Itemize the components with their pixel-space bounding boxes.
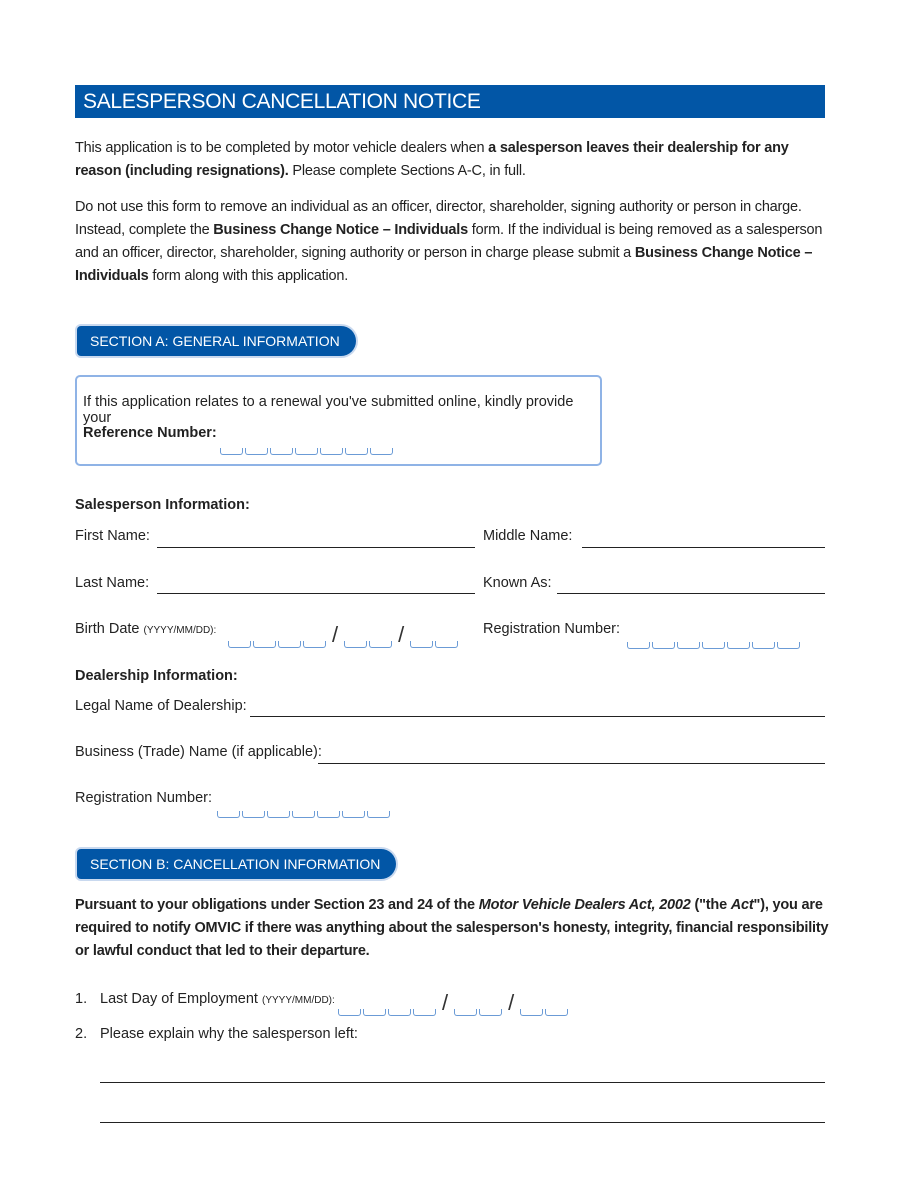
dealership-heading: Dealership Information: [75,668,238,684]
slash: / [332,622,339,647]
legal-name-label: Legal Name of Dealership: [75,698,247,714]
q1-label [100,991,335,1007]
first-name-field[interactable] [157,547,475,548]
q2-number: 2. [75,1026,88,1042]
middle-name-field[interactable] [582,547,825,548]
slash: / [508,990,515,1015]
text: Pursuant to your obligations under Section 23 and 24 of the [75,897,479,913]
section-b-paragraph [75,894,835,963]
date-format: (YYYY/MM/DD): [262,995,335,1006]
text: Birth Date [75,621,140,637]
last-day-input[interactable] [338,990,568,1016]
reference-label: Reference Number: [83,425,217,441]
dealer-registration-label: Registration Number: [75,790,212,806]
slash: / [398,622,405,647]
date-format: (YYYY/MM/DD): [143,625,217,636]
text: form along with this application. [148,268,349,284]
legal-name-field[interactable] [250,716,825,717]
italic-text: Motor Vehicle Dealers Act, 2002 [478,897,691,913]
q1-number: 1. [75,991,88,1007]
italic-text: Act [730,897,754,913]
intro-paragraph-1 [75,137,835,183]
section-a-header: SECTION A: GENERAL INFORMATION [77,326,356,356]
explanation-line-1[interactable] [100,1082,825,1083]
text: Last Day of Employment [100,991,258,1007]
birth-date-input[interactable] [228,622,458,648]
bold-text: a salesperson leaves their dealership for any reason (including resignations). [75,140,789,179]
bold-text: Business Change Notice – Individuals [75,245,813,284]
reference-number-input[interactable] [220,437,393,455]
known-as-field[interactable] [557,593,825,594]
registration-number-input[interactable] [627,631,800,649]
text: form. If the individual is being removed as a salesperson and an officer, director, shareholder, signing authority or person in charge please submit a [75,222,823,261]
birth-date-label [75,621,216,637]
registration-number-label: Registration Number: [483,621,620,637]
business-name-field[interactable] [318,763,825,764]
text: "), you are required to notify OMVIC if there was anything about the salesperson's honesty, integrity, financial responsibility or lawful conduct that led to their departure. [75,897,829,959]
known-as-label: Known As: [483,575,552,591]
business-name-label: Business (Trade) Name (if applicable): [75,744,322,760]
section-b-header: SECTION B: CANCELLATION INFORMATION [77,849,396,879]
explanation-line-2[interactable] [100,1122,825,1123]
text: ("the [690,897,731,913]
salesperson-heading: Salesperson Information: [75,497,250,513]
renewal-text: If this application relates to a renewal you've submitted online, kindly provide your [83,394,574,426]
dealer-registration-input[interactable] [217,800,390,818]
form-title: SALESPERSON CANCELLATION NOTICE [75,85,825,118]
intro-paragraph-2 [75,196,835,288]
q2-label: Please explain why the salesperson left: [100,1026,358,1042]
slash: / [442,990,449,1015]
first-name-label: First Name: [75,528,150,544]
reference-box [75,375,602,466]
text: Do not use this form to remove an individual as an officer, director, shareholder, signing authority or person in charge. Instead, complete the [75,199,802,238]
text: Please complete Sections A-C, in full. [288,163,526,179]
middle-name-label: Middle Name: [483,528,573,544]
text: This application is to be completed by motor vehicle dealers when [75,140,489,156]
last-name-label: Last Name: [75,575,150,591]
bold-text: Business Change Notice – Individuals [213,222,468,238]
last-name-field[interactable] [157,593,475,594]
